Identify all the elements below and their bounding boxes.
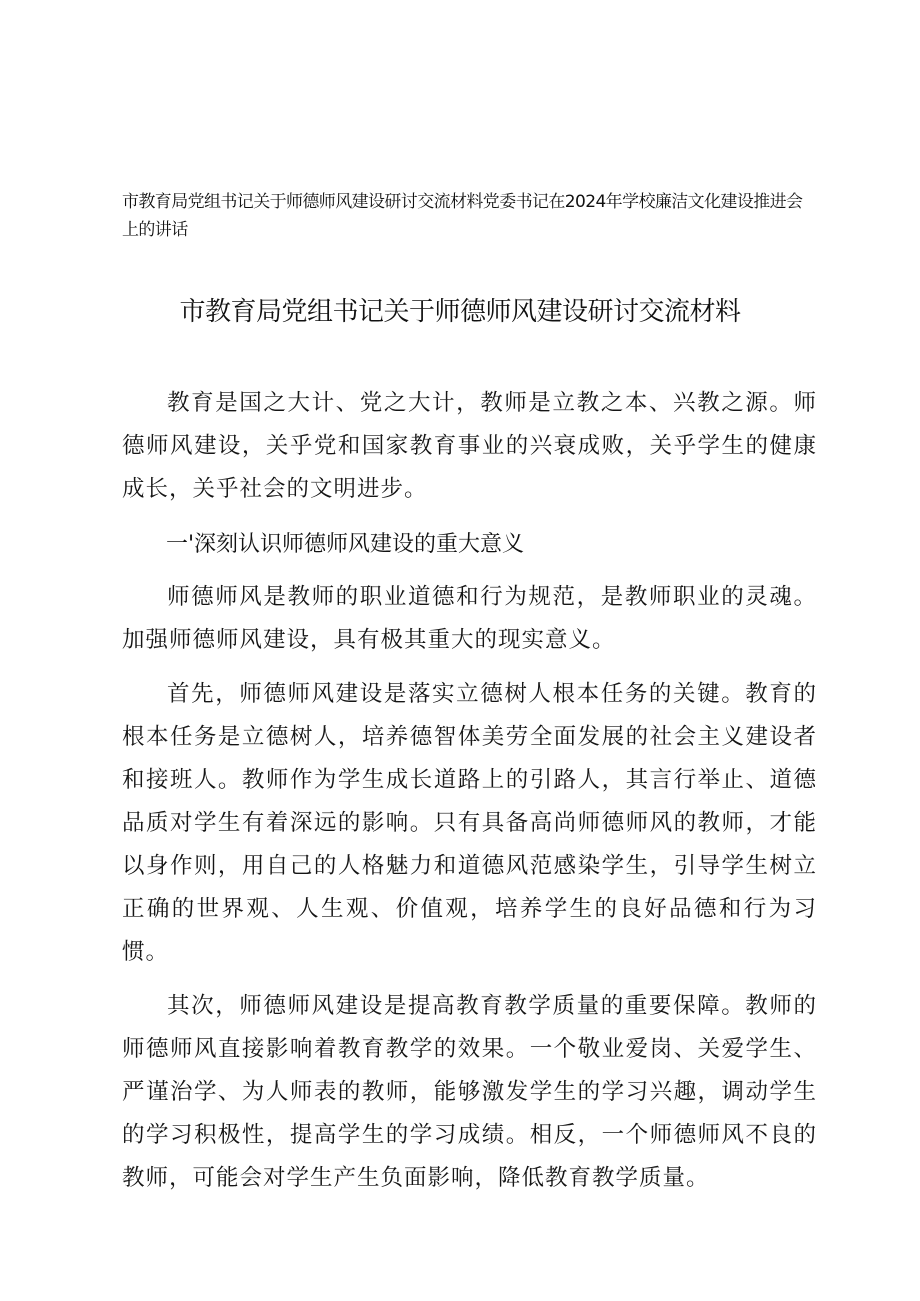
document-header: 市教育局党组书记关于师德师风建设研讨交流材料党委书记在2024年学校廉洁文化建设推进会上的讲话 — [122, 192, 803, 240]
body-paragraph-2: 首先，师德师风建设是落实立德树人根本任务的关键。教育的根本任务是立德树人，培养德智体美劳全面发展的社会主义建设者和接班人。教师作为学生成长道路上的引路人，其言行举止、道德品质对学生有着深远的影响。只有具备高尚师德师风的教师，才能以身作则，用自己的人格魅力和道德风范感染学生，引导学生树立正确的世界观、人生观、价值观，培养学生的良好品德和行为习惯。 — [122, 681, 817, 965]
intro-paragraph: 教育是国之大计、党之大计，教师是立教之本、兴教之源。师德师风建设，关乎党和国家教育事业的兴衰成败，关乎学生的健康成长，关乎社会的文明进步。 — [122, 390, 817, 502]
body-paragraph-1: 师德师风是教师的职业道德和行为规范，是教师职业的灵魂。加强师德师风建设，具有极其重大的现实意义。 — [122, 584, 817, 653]
section-heading: 一'深刻认识师德师风建设的重大意义 — [166, 532, 525, 557]
document-title: 市教育局党组书记关于师德师风建设研讨交流材料 — [179, 297, 741, 327]
body-paragraph-3: 其次，师德师风建设是提高教育教学质量的重要保障。教师的师德师风直接影响着教育教学的效果。一个敬业爱岗、关爱学生、严谨治学、为人师表的教师，能够激发学生的学习兴趣，调动学生的学习积极性，提高学生的学习成绩。相反，一个师德师风不良的教师，可能会对学生产生负面影响，降低教育教学质量。 — [122, 993, 817, 1191]
document-body — [122, 382, 817, 1211]
